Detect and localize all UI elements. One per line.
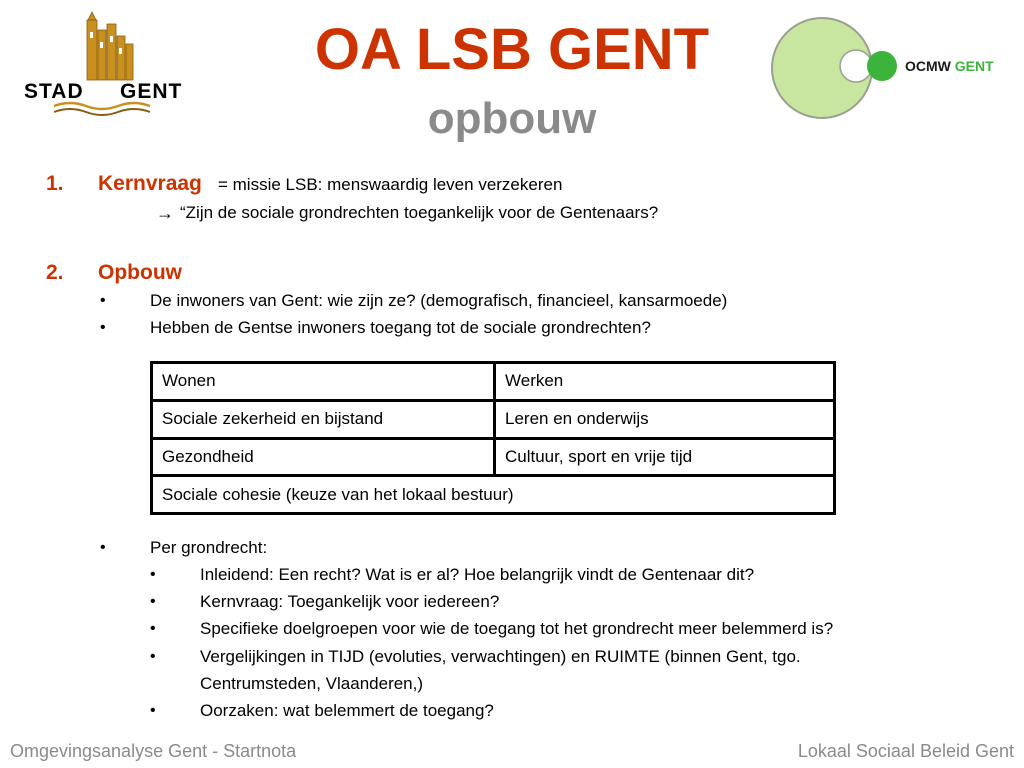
stad-logo-text: STAD [24,80,84,103]
page-title: OA LSB GENT [314,17,710,82]
section-2-bullet-2: Hebben de Gentse inwoners toegang tot de sociale grondrechten? [150,318,651,337]
table-cell: Gezondheid [152,438,495,476]
footer-right-text: Lokaal Sociaal Beleid Gent [797,741,1014,761]
grondrechten-table [150,361,836,515]
bullet-icon: • [100,539,106,556]
table-row [152,438,835,476]
per-grondrecht-item-2: Kernvraag: Toegankelijk voor iedereen? [200,592,500,611]
table-row [152,363,835,401]
per-grondrecht-item-5: Oorzaken: wat belemmert de toegang? [200,701,494,720]
per-grondrecht-item-3: Specifieke doelgroepen voor wie de toegang tot het grondrecht meer belemmerd is? [200,619,834,638]
table-row [152,476,835,514]
gent-logo-text: GENT [120,80,183,103]
arrow-icon: → [156,203,174,223]
section-1-number: 1. [46,172,64,195]
per-grondrecht-label: Per grondrecht: [150,538,268,557]
table-cell: Cultuur, sport en vrije tijd [495,438,835,476]
table-cell: Werken [495,363,835,401]
ocmw-text: OCMW [905,58,951,74]
ocmw-logo-label [905,58,994,74]
ocmw-circles-icon [766,14,906,124]
per-grondrecht-item-1: Inleidend: Een recht? Wat is er al? Hoe belangrijk vindt de Gentenaar dit? [200,565,755,584]
section-1-quote: “Zijn de sociale grondrechten toegankelijk voor de Gentenaars? [180,203,659,222]
section-1-text: = missie LSB: menswaardig leven verzekeren [218,175,563,194]
bullet-icon: • [150,620,156,637]
table-cell: Wonen [152,363,495,401]
table-cell: Sociale zekerheid en bijstand [152,400,495,438]
bullet-icon: • [100,319,106,336]
bullet-icon: • [150,648,156,665]
per-grondrecht-item-4: Vergelijkingen in TIJD (evoluties, verwachtingen) en RUIMTE (binnen Gent, tgo. [200,647,801,666]
table-row [152,400,835,438]
bullet-icon: • [150,566,156,583]
bullet-icon: • [100,292,106,309]
section-2-number: 2. [46,261,64,284]
table-cell: Sociale cohesie (keuze van het lokaal bestuur) [152,476,835,514]
section-1-heading: Kernvraag [98,172,202,195]
ocmw-gent-text: GENT [954,58,994,74]
bullet-icon: • [150,593,156,610]
table-cell: Leren en onderwijs [495,400,835,438]
section-2-bullet-1: De inwoners van Gent: wie zijn ze? (demografisch, financieel, kansarmoede) [150,291,728,310]
ocmw-gent-logo [766,14,1016,124]
section-2-heading: Opbouw [98,261,182,284]
bullet-icon: • [150,702,156,719]
per-grondrecht-item-4-continuation: Centrumsteden, Vlaanderen,) [200,674,424,693]
page-subtitle: opbouw [427,94,597,143]
footer-left-text: Omgevingsanalyse Gent - Startnota [10,741,297,761]
